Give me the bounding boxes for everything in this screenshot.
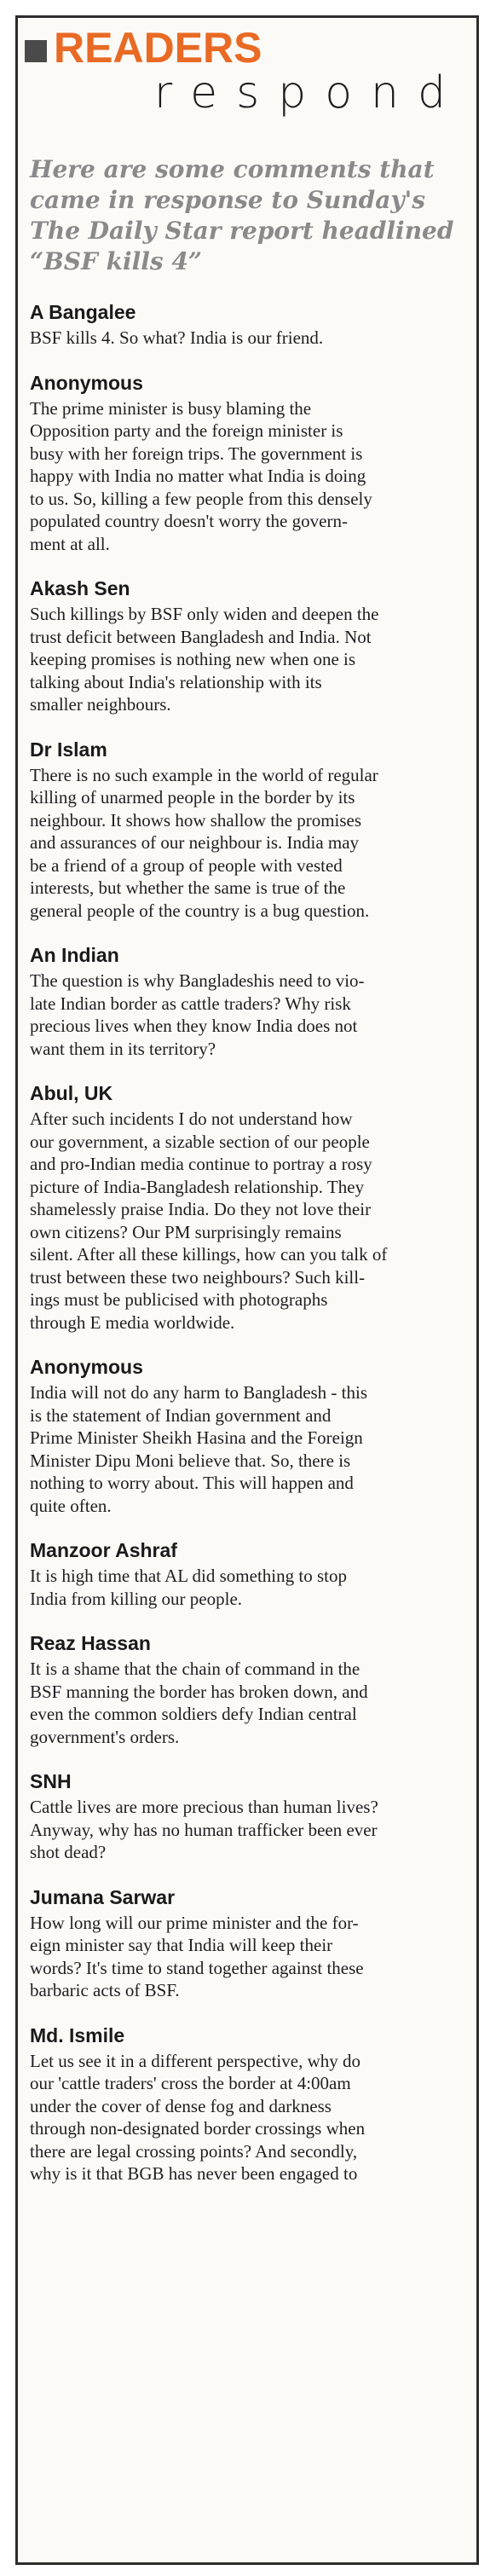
comment-text: BSF kills 4. So what? India is our friend.: [30, 327, 324, 348]
comment-text: The prime minister is busy blaming the Opposition party and the foreign minister is busy with her foreign trips. The government is happy with India no matter what India is doing to us. So, killing a few people from this densely populated country doesn't worry the govern- ment at all.: [30, 397, 372, 554]
comment-author: Md. Ismile: [30, 2023, 125, 2046]
comment-author: Dr Islam: [30, 738, 107, 761]
comment-item: [30, 1768, 466, 1864]
comment-text: Such killings by BSF only widen and deepen the trust deficit between Bangladesh and India. Not keeping promises is nothing new when one is talking about India's relationship with its smaller neighbours.: [30, 604, 379, 715]
comment-text: India will not do any harm to Bangladesh - this is the statement of Indian government and Prime Minister Sheikh Hasina and the Foreign Minister Dipu Moni believe that. So, there is nothing to worry about. This will happen and quite often.: [30, 1382, 368, 1516]
comment-text: It is a shame that the chain of command in the BSF manning the border has broken down, and even the common soldiers defy Indian central government's orders.: [30, 1658, 368, 1747]
comment-item: [30, 370, 466, 556]
comment-text: Let us see it in a different perspective, why do our 'cattle traders' cross the border at 4:00am under the cover of dense fog and darkness through non-designated border crossings when there are legal crossing points? And secondly, why is it that BGB has never been engaged to: [30, 2050, 366, 2184]
section-header: [18, 18, 476, 146]
comment-item: [30, 1354, 466, 1517]
comment-text: There is no such example in the world of regular killing of unarmed people in the border by its neighbour. It shows how shallow the promises and assurances of our neighbour is. India may be a friend of a group of people with vested interests, but whether the same is true of the general people of the country is a bug question.: [30, 764, 378, 921]
comment-author: Akash Sen: [30, 577, 130, 599]
comment-item: [30, 1080, 466, 1334]
section-title: READERS: [54, 24, 262, 72]
intro-text: Here are some comments that came in response to Sunday's The Daily Star report headlined “BSF kills 4”: [30, 155, 454, 275]
comment-text: How long will our prime minister and the for- eign minister say that India will keep their words? It's time to stand together against these barbaric acts of BSF.: [30, 1912, 364, 2000]
readers-respond-panel: [15, 15, 479, 2565]
comment-item: [30, 737, 466, 923]
comment-item: [30, 299, 466, 350]
comment-author: SNH: [30, 1770, 72, 1792]
comment-item: [30, 1630, 466, 1748]
comment-item: [30, 576, 466, 716]
comment-text: After such incidents I do not understand how our government, a sizable section of our people and pro-Indian media continue to portray a rosy picture of India-Bangladesh relationship. They shamelessly praise India. Do they not love their own citizens? Our PM surprisingly remains silent. After all these killings, how can you talk of trust between these two neighbours? Such kill- ings must be publicised with photographs through E media worldwide.: [30, 1109, 388, 1333]
comment-text: Cattle lives are more precious than human lives? Anyway, why has no human trafficker been ever shot dead?: [30, 1797, 378, 1862]
comment-author: A Bangalee: [30, 301, 136, 323]
comment-text: The question is why Bangladeshis need to vio- late Indian border as cattle traders? Why risk precious lives when they know India does not want them in its territory?: [30, 970, 365, 1059]
comment-author: Abul, UK: [30, 1082, 113, 1104]
comment-item: [30, 2023, 466, 2185]
comment-item: [30, 1884, 466, 2002]
comment-text: It is high time that AL did something to stop India from killing our people.: [30, 1566, 347, 1609]
comment-author: Jumana Sarwar: [30, 1885, 176, 1908]
comment-author: Anonymous: [30, 371, 143, 394]
comment-item: [30, 1537, 466, 1610]
comment-author: Anonymous: [30, 1356, 143, 1378]
header-square-icon: [25, 40, 47, 62]
comment-item: [30, 942, 466, 1060]
comments-list: [30, 299, 466, 2185]
comment-author: An Indian: [30, 944, 119, 966]
comment-author: Manzoor Ashraf: [30, 1539, 177, 1561]
comment-author: Reaz Hassan: [30, 1632, 151, 1654]
section-subtitle: respond: [153, 67, 464, 119]
